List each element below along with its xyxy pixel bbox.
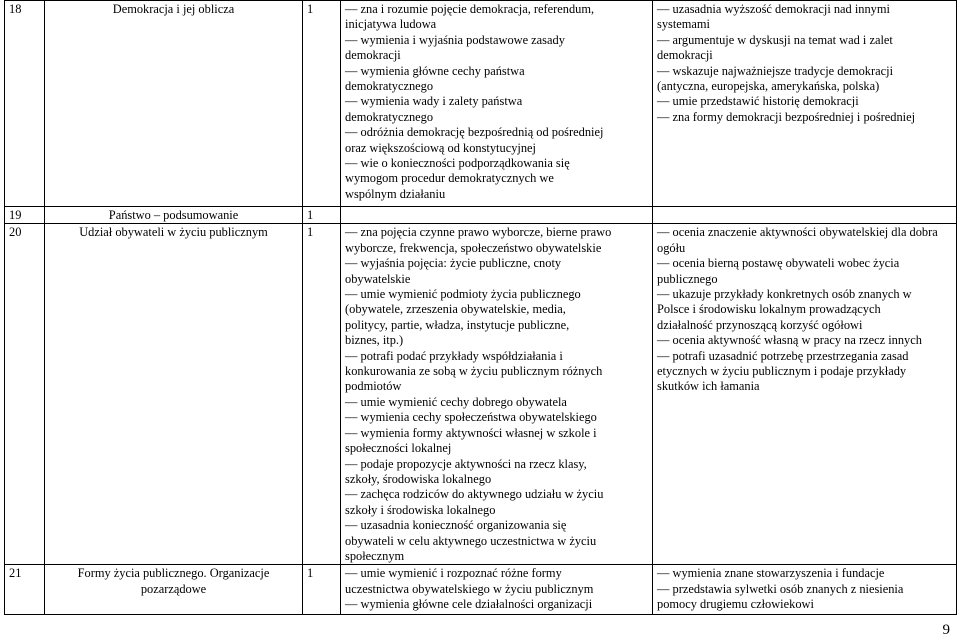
requirement-continuation: działalność przynoszącą korzyść ogółowi bbox=[657, 317, 863, 332]
lesson-hours: 1 bbox=[303, 1, 341, 207]
requirement-continuation: Polsce i środowisku lokalnym prowadzących bbox=[657, 302, 881, 317]
requirement-item: — wyjaśnia pojęcia: życie publiczne, cnoty bbox=[345, 256, 648, 271]
requirement-item: — ocenia znaczenie aktywności obywatelskiej dla dobra bbox=[657, 225, 952, 240]
lesson-topic-line: pozarządowe bbox=[140, 581, 207, 596]
requirement-item: — potrafi uzasadnić potrzebę przestrzegania zasad bbox=[657, 349, 952, 364]
lesson-hours: 1 bbox=[303, 207, 341, 224]
requirement-item: — wymienia znane stowarzyszenia i fundacje bbox=[657, 566, 952, 581]
requirement-continuation: etycznych w życiu publicznym i podaje przykłady bbox=[657, 364, 907, 379]
requirement-continuation: szkoły i środowiska lokalnego bbox=[345, 502, 496, 517]
requirement-item: — wymienia wady i zalety państwa bbox=[345, 94, 648, 109]
requirement-continuation: wspólnym działaniu bbox=[345, 186, 446, 201]
basic-requirements bbox=[341, 565, 653, 615]
page-number: 9 bbox=[942, 622, 950, 638]
extended-requirements bbox=[653, 224, 957, 565]
requirement-continuation: skutków ich łamania bbox=[657, 379, 760, 394]
lesson-topic: Udział obywateli w życiu publicznym bbox=[45, 224, 303, 565]
requirement-continuation: oraz większościową od konstytucyjnej bbox=[345, 140, 536, 155]
lesson-number: 20 bbox=[5, 224, 45, 565]
requirement-item: — argumentuje w dyskusji na temat wad i zalet bbox=[657, 33, 952, 48]
requirement-continuation: politycy, partie, władza, instytucje publiczne, bbox=[345, 317, 570, 332]
requirement-item: — odróżnia demokrację bezpośrednią od pośredniej bbox=[345, 125, 648, 140]
requirement-item: — wymienia główne cele działalności organizacji bbox=[345, 597, 648, 612]
requirement-continuation: wymogom procedur demokratycznych we bbox=[345, 171, 554, 186]
requirement-continuation: obywateli w celu aktywnego uczestnictwa w życiu bbox=[345, 533, 597, 548]
requirement-continuation: społeczności lokalnej bbox=[345, 441, 452, 456]
table-row bbox=[5, 224, 957, 565]
requirement-item: — zachęca rodziców do aktywnego udziału w życiu bbox=[345, 487, 648, 502]
lesson-topic bbox=[45, 565, 303, 615]
lesson-hours: 1 bbox=[303, 224, 341, 565]
lesson-number: 21 bbox=[5, 565, 45, 615]
lesson-topic: Demokracja i jej oblicza bbox=[45, 1, 303, 207]
requirement-continuation: inicjatywa ludowa bbox=[345, 17, 437, 32]
requirement-continuation: demokratycznego bbox=[345, 109, 434, 124]
lesson-hours: 1 bbox=[303, 565, 341, 615]
lesson-number: 19 bbox=[5, 207, 45, 224]
requirement-continuation: szkoły, środowiska lokalnego bbox=[345, 471, 492, 486]
requirement-continuation: obywatelskie bbox=[345, 271, 411, 286]
requirement-continuation: biznes, itp.) bbox=[345, 333, 404, 348]
requirement-item: — ocenia aktywność własną w pracy na rzecz innych bbox=[657, 333, 952, 348]
requirement-item: — umie wymienić podmioty życia publicznego bbox=[345, 287, 648, 302]
requirement-continuation: (obywatele, zrzeszenia obywatelskie, media, bbox=[345, 302, 566, 317]
requirement-item: — potrafi podać przykłady współdziałania i bbox=[345, 349, 648, 364]
requirement-continuation: publicznego bbox=[657, 271, 718, 286]
requirement-item: — wymienia i wyjaśnia podstawowe zasady bbox=[345, 33, 648, 48]
lesson-topic: Państwo – podsumowanie bbox=[45, 207, 303, 224]
requirement-item: — ocenia bierną postawę obywateli wobec życia bbox=[657, 256, 952, 271]
requirement-item: — podaje propozycje aktywności na rzecz klasy, bbox=[345, 457, 648, 472]
extended-requirements bbox=[653, 207, 957, 224]
requirement-item: — zna i rozumie pojęcie demokracja, referendum, bbox=[345, 2, 648, 17]
table-row bbox=[5, 565, 957, 615]
requirement-item: — uzasadnia wyższość demokracji nad innymi bbox=[657, 2, 952, 17]
requirement-continuation: systemami bbox=[657, 17, 710, 32]
requirement-item: — zna formy demokracji bezpośredniej i pośredniej bbox=[657, 110, 952, 125]
extended-requirements bbox=[653, 1, 957, 207]
requirement-continuation: demokracji bbox=[345, 48, 401, 63]
table-row bbox=[5, 1, 957, 207]
requirement-continuation: wyborcze, frekwencja, społeczeństwo obywatelskie bbox=[345, 240, 602, 255]
requirement-continuation: konkurowania ze sobą w życiu publicznym różnych bbox=[345, 364, 603, 379]
curriculum-table bbox=[4, 0, 957, 615]
requirement-item: — wymienia formy aktywności własnej w szkole i bbox=[345, 426, 648, 441]
requirement-item: — wskazuje najważniejsze tradycje demokracji bbox=[657, 64, 952, 79]
requirement-item: — wie o konieczności podporządkowania się bbox=[345, 156, 648, 171]
requirement-continuation: (antyczna, europejska, amerykańska, polska) bbox=[657, 79, 880, 94]
requirement-item: — zna pojęcia czynne prawo wyborcze, bierne prawo bbox=[345, 225, 648, 240]
requirement-item: — wymienia główne cechy państwa bbox=[345, 64, 648, 79]
basic-requirements bbox=[341, 207, 653, 224]
requirement-continuation: uczestnictwa obywatelskiego w życiu publicznym bbox=[345, 581, 594, 596]
requirement-item: — przedstawia sylwetki osób znanych z niesienia bbox=[657, 582, 952, 597]
extended-requirements bbox=[653, 565, 957, 615]
requirement-continuation: pomocy drugiemu człowiekowi bbox=[657, 597, 814, 612]
table-row bbox=[5, 207, 957, 224]
requirement-continuation: ogółu bbox=[657, 240, 686, 255]
requirement-continuation: społecznym bbox=[345, 548, 405, 563]
requirement-item: — ukazuje przykłady konkretnych osób znanych w bbox=[657, 287, 952, 302]
requirement-item: — uzasadnia konieczność organizowania się bbox=[345, 518, 648, 533]
requirement-item: — umie przedstawić historię demokracji bbox=[657, 94, 952, 109]
requirement-item: — umie wymienić cechy dobrego obywatela bbox=[345, 395, 648, 410]
lesson-topic-line: Formy życia publicznego. Organizacje bbox=[77, 566, 270, 581]
basic-requirements bbox=[341, 1, 653, 207]
requirement-item: — wymienia cechy społeczeństwa obywatelskiego bbox=[345, 410, 648, 425]
requirement-continuation: demokracji bbox=[657, 48, 713, 63]
requirement-continuation: podmiotów bbox=[345, 379, 402, 394]
requirement-continuation: demokratycznego bbox=[345, 79, 434, 94]
requirement-item: — umie wymienić i rozpoznać różne formy bbox=[345, 566, 648, 581]
lesson-number: 18 bbox=[5, 1, 45, 207]
basic-requirements bbox=[341, 224, 653, 565]
